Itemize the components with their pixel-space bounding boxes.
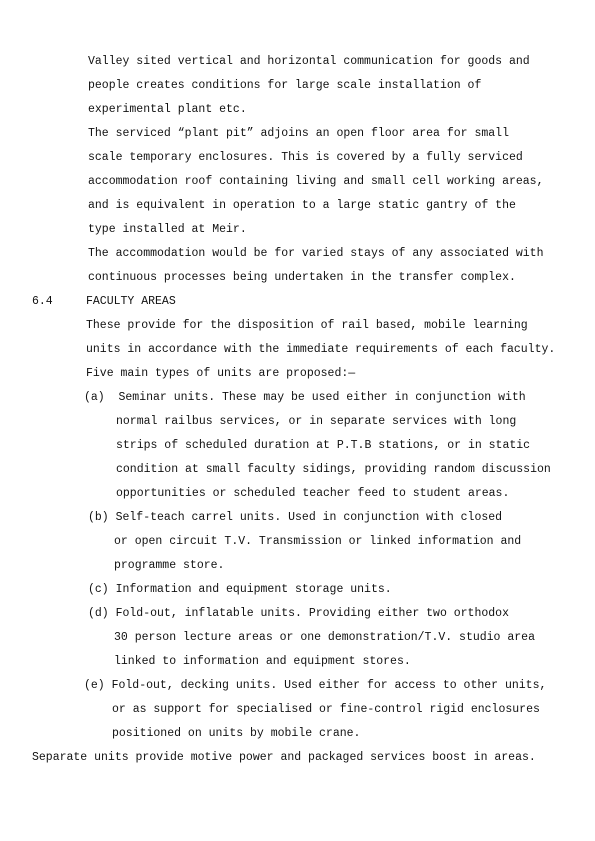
- list-item-c: (c) Information and equipment storage units.: [88, 583, 392, 596]
- text-line: experimental plant etc.: [88, 103, 247, 116]
- section-number: 6.4: [32, 295, 53, 308]
- text-line: and is equivalent in operation to a large static gantry of the: [88, 199, 516, 212]
- text-line: The serviced “plant pit” adjoins an open floor area for small: [88, 127, 509, 140]
- text-line: opportunities or scheduled teacher feed to student areas.: [116, 487, 510, 500]
- text-line: people creates conditions for large scale installation of: [88, 79, 482, 92]
- text-line: Valley sited vertical and horizontal communication for goods and: [88, 55, 530, 68]
- list-item-d: (d) Fold-out, inflatable units. Providing either two orthodox: [88, 607, 509, 620]
- text-line: accommodation roof containing living and small cell working areas,: [88, 175, 544, 188]
- list-item-e: (e) Fold-out, decking units. Used either for access to other units,: [84, 679, 547, 692]
- text-line: linked to information and equipment stores.: [114, 655, 411, 668]
- list-item-b: (b) Self-teach carrel units. Used in conjunction with closed: [88, 511, 503, 524]
- text-line: programme store.: [114, 559, 225, 572]
- text-line: positioned on units by mobile crane.: [112, 727, 361, 740]
- text-line: scale temporary enclosures. This is covered by a fully serviced: [88, 151, 523, 164]
- text-line: continuous processes being undertaken in the transfer complex.: [88, 271, 516, 284]
- list-item-a: (a) Seminar units. These may be used either in conjunction with: [84, 391, 526, 404]
- text-line: units in accordance with the immediate requirements of each faculty.: [86, 343, 556, 356]
- text-line: Five main types of units are proposed:—: [86, 367, 356, 380]
- text-line: These provide for the disposition of rail based, mobile learning: [86, 319, 528, 332]
- text-line: strips of scheduled duration at P.T.B stations, or in static: [116, 439, 531, 452]
- text-line: The accommodation would be for varied stays of any associated with: [88, 247, 544, 260]
- text-line: 30 person lecture areas or one demonstration/T.V. studio area: [114, 631, 535, 644]
- section-heading: FACULTY AREAS: [86, 295, 176, 308]
- closing-line: Separate units provide motive power and packaged services boost in areas.: [32, 751, 536, 764]
- text-line: type installed at Meir.: [88, 223, 247, 236]
- text-line: condition at small faculty sidings, providing random discussion: [116, 463, 551, 476]
- text-line: or as support for specialised or fine-control rigid enclosures: [112, 703, 540, 716]
- text-line: or open circuit T.V. Transmission or linked information and: [114, 535, 522, 548]
- text-line: normal railbus services, or in separate services with long: [116, 415, 517, 428]
